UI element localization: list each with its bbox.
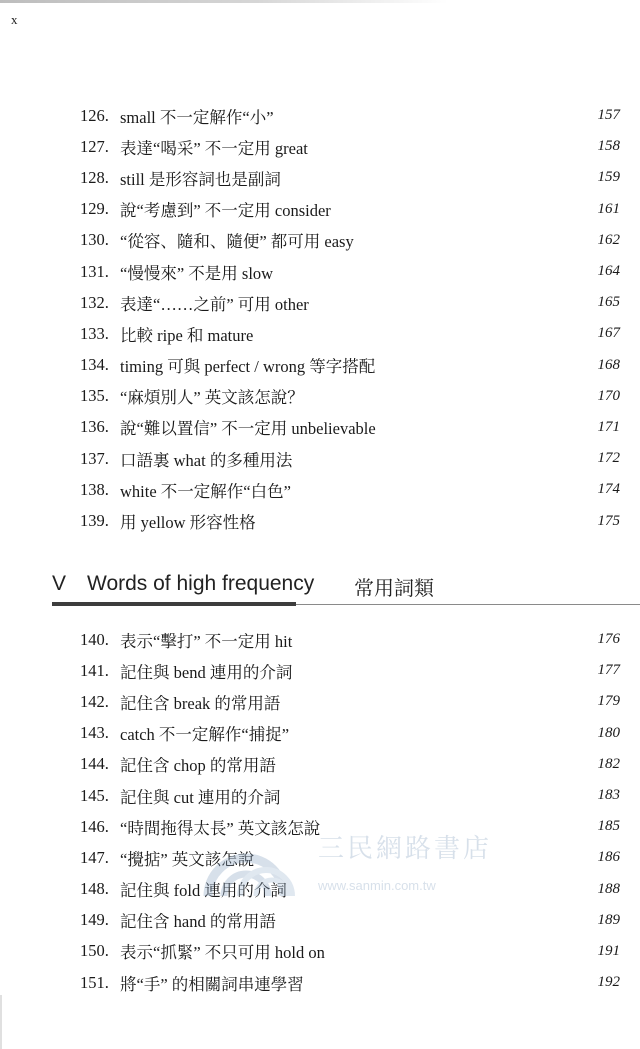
toc-entry[interactable]: [0, 749, 640, 780]
entry-number: 140.: [80, 629, 109, 649]
entry-title: “從容、隨和、隨便” 都可用 easy: [120, 232, 354, 252]
entry-page: 167: [597, 325, 620, 342]
entry-page: 186: [597, 849, 620, 866]
entry-title: 記住含 hand 的常用語: [120, 912, 276, 932]
entry-page: 189: [597, 911, 620, 928]
entry-number: 150.: [80, 941, 109, 961]
entry-page: 170: [597, 387, 620, 404]
watermark-store-name: 三民網路書店: [318, 834, 493, 864]
entry-page: 171: [597, 418, 620, 435]
entry-number: 132.: [80, 292, 109, 312]
section-underline-thin: [296, 604, 640, 605]
entry-title: 口語裏 what 的多種用法: [120, 450, 293, 470]
entry-page: 179: [597, 693, 620, 710]
entry-number: 143.: [80, 723, 109, 743]
entry-page: 182: [597, 755, 620, 772]
section-header-v[interactable]: [52, 572, 640, 608]
entry-page: 168: [597, 356, 620, 373]
toc-entry[interactable]: [0, 967, 640, 998]
toc-entry[interactable]: [0, 874, 640, 905]
entry-title: white 不一定解作“白色”: [120, 481, 291, 501]
entry-title: 表示“擊打” 不一定用 hit: [120, 631, 293, 651]
toc-entry[interactable]: [0, 624, 640, 655]
page-number-roman: x: [11, 12, 18, 27]
entry-title: timing 可與 perfect / wrong 等字搭配: [120, 357, 376, 377]
entry-number: 127.: [80, 136, 109, 156]
scan-edge-shadow: [0, 0, 640, 3]
entry-page: 183: [597, 787, 620, 804]
toc-entry[interactable]: [0, 905, 640, 936]
toc-entry[interactable]: [0, 256, 640, 287]
toc-entry[interactable]: [0, 842, 640, 873]
entry-number: 130.: [80, 230, 109, 250]
entry-title: small 不一定解作“小”: [120, 107, 274, 127]
entry-title: still 是形容詞也是副詞: [120, 169, 281, 189]
entry-title: “攪掂” 英文該怎說: [120, 849, 255, 869]
entry-title: “麻煩別人” 英文該怎說？: [120, 388, 304, 408]
section-title-english: Words of high frequency: [87, 572, 315, 595]
entry-page: 164: [597, 263, 620, 280]
entry-page: 172: [597, 450, 620, 467]
toc-entry[interactable]: [0, 100, 640, 131]
entry-page: 158: [597, 138, 620, 155]
entry-title: 說“難以置信” 不一定用 unbelievable: [120, 419, 376, 439]
entry-title: 記住與 bend 連用的介詞: [120, 662, 293, 682]
entry-title: 記住與 cut 連用的介詞: [120, 787, 281, 807]
entry-title: “慢慢來” 不是用 slow: [120, 263, 274, 283]
entry-number: 129.: [80, 199, 109, 219]
entry-title: 記住含 chop 的常用語: [120, 756, 276, 776]
entry-page: 191: [597, 942, 620, 959]
entry-number: 138.: [80, 479, 109, 499]
entry-page: 162: [597, 231, 620, 248]
entry-page: 192: [597, 974, 620, 991]
toc-entry[interactable]: [0, 412, 640, 443]
toc-entry[interactable]: [0, 686, 640, 717]
entry-page: 161: [597, 200, 620, 217]
section-roman-numeral: V: [52, 572, 67, 595]
toc-list-section-v: [0, 624, 640, 998]
entry-number: 128.: [80, 167, 109, 187]
entry-page: 188: [597, 880, 620, 897]
entry-page: 180: [597, 724, 620, 741]
entry-page: 174: [597, 481, 620, 498]
entry-title: 說“考慮到” 不一定用 consider: [120, 201, 331, 221]
toc-entry[interactable]: [0, 225, 640, 256]
toc-entry[interactable]: [0, 443, 640, 474]
entry-number: 141.: [80, 660, 109, 680]
entry-title: 表達“喝采” 不一定用 great: [120, 138, 308, 158]
entry-number: 148.: [80, 879, 109, 899]
entry-number: 133.: [80, 323, 109, 343]
entry-page: 175: [597, 512, 620, 529]
toc-entry[interactable]: [0, 811, 640, 842]
entry-page: 165: [597, 294, 620, 311]
watermark-url: www.sanmin.com.tw: [318, 878, 436, 893]
section-title-chinese: 常用詞類: [354, 576, 434, 600]
entry-number: 136.: [80, 417, 109, 437]
toc-entry[interactable]: [0, 287, 640, 318]
entry-number: 135.: [80, 386, 109, 406]
entry-number: 147.: [80, 847, 109, 867]
entry-title: catch 不一定解作“捕捉”: [120, 725, 290, 745]
entry-title: “時間拖得太長” 英文該怎說: [120, 818, 321, 838]
entry-title: 記住含 break 的常用語: [120, 693, 281, 713]
entry-page: 159: [597, 169, 620, 186]
entry-number: 137.: [80, 448, 109, 468]
entry-number: 134.: [80, 355, 109, 375]
entry-title: 記住與 fold 連用的介詞: [120, 881, 287, 901]
section-underline-thick: [52, 602, 296, 606]
toc-entry[interactable]: [0, 194, 640, 225]
entry-number: 145.: [80, 785, 109, 805]
entry-title: 比較 ripe 和 mature: [120, 325, 254, 345]
entry-number: 146.: [80, 816, 109, 836]
entry-number: 151.: [80, 972, 109, 992]
entry-page: 176: [597, 631, 620, 648]
toc-entry[interactable]: [0, 655, 640, 686]
entry-number: 131.: [80, 261, 109, 281]
toc-entry[interactable]: [0, 474, 640, 505]
toc-entry[interactable]: [0, 162, 640, 193]
toc-entry[interactable]: [0, 780, 640, 811]
toc-entry[interactable]: [0, 131, 640, 162]
toc-list-continued: [0, 100, 640, 537]
toc-entry[interactable]: [0, 936, 640, 967]
toc-entry[interactable]: [0, 505, 640, 536]
toc-entry[interactable]: [0, 350, 640, 381]
entry-number: 149.: [80, 910, 109, 930]
entry-number: 139.: [80, 511, 109, 531]
entry-title: 表示“抓緊” 不只可用 hold on: [120, 943, 325, 963]
entry-number: 126.: [80, 105, 109, 125]
toc-entry[interactable]: [0, 718, 640, 749]
entry-number: 144.: [80, 754, 109, 774]
entry-page: 157: [597, 107, 620, 124]
toc-entry[interactable]: [0, 318, 640, 349]
entry-title: 將“手” 的相關詞串連學習: [120, 974, 304, 994]
entry-title: 用 yellow 形容性格: [120, 513, 256, 533]
toc-entry[interactable]: [0, 381, 640, 412]
entry-number: 142.: [80, 691, 109, 711]
entry-page: 177: [597, 662, 620, 679]
scan-edge-shadow-left: [0, 995, 2, 1049]
entry-title: 表達“……之前” 可用 other: [120, 294, 309, 314]
entry-page: 185: [597, 818, 620, 835]
